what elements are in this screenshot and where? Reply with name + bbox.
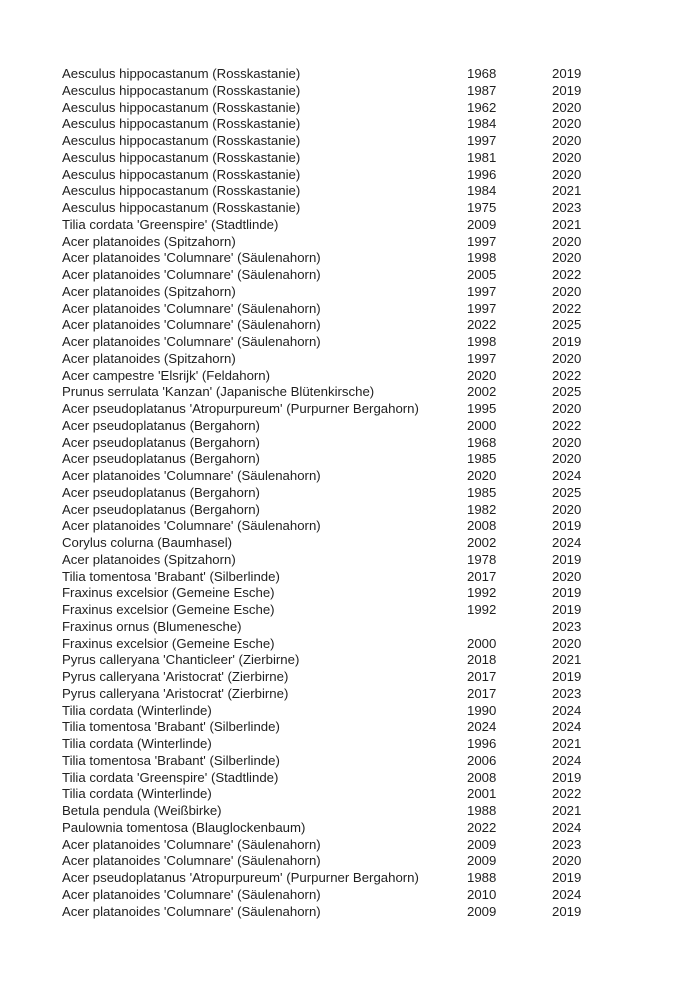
year-1-cell: 1985 [467,484,497,500]
year-1-cell: 2017 [467,685,497,701]
year-2-cell: 2020 [552,568,582,584]
year-2-cell: 2023 [552,200,582,215]
table-row [62,652,622,669]
table-row [62,619,622,636]
table-row [62,502,622,519]
table-row [62,736,622,753]
species-cell: Acer platanoides 'Columnare' (Säulenahorn) [62,886,321,902]
year-1-cell: 2002 [467,535,497,550]
year-1-cell: 1997 [467,300,497,316]
species-cell: Acer platanoides (Spitzahorn) [62,350,236,366]
year-1-cell: 2010 [467,886,497,902]
year-2-cell: 2020 [552,501,582,517]
table-row [62,267,622,284]
species-cell: Acer platanoides 'Columnare' (Säulenahorn) [62,317,321,333]
year-1-cell: 1997 [467,350,497,366]
year-1-cell: 2008 [467,769,497,785]
year-1-cell: 1984 [467,116,497,132]
year-2-cell: 2025 [552,317,582,333]
species-cell: Aesculus hippocastanum (Rosskastanie) [62,133,301,148]
year-2-cell: 2020 [552,149,582,165]
table-row [62,535,622,552]
year-2-cell: 2019 [552,585,582,601]
year-1-cell: 1998 [467,250,497,266]
year-2-cell: 2022 [552,367,582,383]
year-1-cell: 2009 [467,216,497,232]
species-cell: Pyrus calleryana 'Aristocrat' (Zierbirne) [62,685,289,701]
year-2-cell: 2019 [552,602,582,617]
species-cell: Acer platanoides 'Columnare' (Säulenahorn) [62,836,321,852]
species-cell: Fraxinus excelsior (Gemeine Esche) [62,585,275,601]
table-row [62,770,622,787]
table-row [62,66,622,83]
year-2-cell: 2020 [552,451,582,467]
table-row [62,150,622,167]
year-2-cell: 2021 [552,803,582,818]
year-1-cell: 2020 [467,468,497,483]
species-cell: Pyrus calleryana 'Chanticleer' (Zierbirne) [62,652,300,668]
table-row [62,803,622,820]
year-1-cell: 2001 [467,786,497,802]
year-1-cell: 1981 [467,149,497,165]
species-cell: Acer pseudoplatanus 'Atropurpureum' (Purpurner Bergahorn) [62,401,419,416]
table-row [62,719,622,736]
year-2-cell: 2019 [552,870,582,885]
species-cell: Aesculus hippocastanum (Rosskastanie) [62,66,301,81]
species-cell: Tilia cordata 'Greenspire' (Stadtlinde) [62,769,279,785]
species-cell: Tilia cordata 'Greenspire' (Stadtlinde) [62,216,279,232]
table-row [62,686,622,703]
year-2-cell: 2021 [552,216,582,232]
species-cell: Aesculus hippocastanum (Rosskastanie) [62,99,301,115]
year-1-cell: 2000 [467,635,497,651]
year-2-cell: 2022 [552,267,582,282]
species-cell: Tilia cordata (Winterlinde) [62,786,212,802]
species-cell: Aesculus hippocastanum (Rosskastanie) [62,149,301,165]
table-row [62,753,622,770]
year-2-cell: 2021 [552,736,582,751]
year-1-cell: 1997 [467,133,497,148]
year-2-cell: 2023 [552,685,582,701]
year-1-cell: 2000 [467,417,497,433]
species-cell: Tilia tomentosa 'Brabant' (Silberlinde) [62,752,280,768]
species-cell: Acer platanoides 'Columnare' (Säulenahorn) [62,334,321,349]
year-1-cell: 2024 [467,719,497,735]
year-1-cell: 1996 [467,736,497,751]
species-cell: Aesculus hippocastanum (Rosskastanie) [62,82,301,98]
table-row [62,887,622,904]
species-cell: Acer pseudoplatanus (Bergahorn) [62,484,260,500]
year-1-cell: 1997 [467,233,497,249]
table-row [62,518,622,535]
table-row [62,870,622,887]
year-1-cell: 1987 [467,82,497,98]
year-1-cell: 2009 [467,903,497,919]
species-cell: Acer pseudoplatanus 'Atropurpureum' (Purpurner Bergahorn) [62,870,419,885]
species-cell: Corylus colurna (Baumhasel) [62,535,233,550]
year-1-cell: 2018 [467,652,497,668]
species-cell: Acer platanoides 'Columnare' (Säulenahorn) [62,300,321,316]
year-2-cell: 2021 [552,652,582,668]
table-row [62,703,622,720]
table-row [62,334,622,351]
year-2-cell: 2022 [552,786,582,802]
year-1-cell: 1988 [467,803,497,818]
table-row [62,284,622,301]
species-cell: Acer platanoides (Spitzahorn) [62,551,236,567]
year-1-cell: 2002 [467,384,497,400]
species-cell: Prunus serrulata 'Kanzan' (Japanische Blütenkirsche) [62,384,375,400]
species-cell: Fraxinus excelsior (Gemeine Esche) [62,635,275,651]
year-1-cell: 2017 [467,568,497,584]
species-cell: Acer pseudoplatanus (Bergahorn) [62,417,260,433]
table-row [62,234,622,251]
year-1-cell: 2009 [467,836,497,852]
species-cell: Acer pseudoplatanus (Bergahorn) [62,434,260,450]
year-1-cell: 1968 [467,66,497,81]
year-2-cell: 2020 [552,635,582,651]
year-1-cell: 1992 [467,585,497,601]
table-row [62,368,622,385]
table-row [62,468,622,485]
year-1-cell: 1992 [467,602,497,617]
year-2-cell: 2019 [552,334,582,349]
year-1-cell [467,619,552,636]
species-cell: Acer platanoides 'Columnare' (Säulenahorn) [62,267,321,282]
table-row [62,133,622,150]
species-cell: Acer pseudoplatanus (Bergahorn) [62,451,260,467]
year-2-cell: 2020 [552,283,582,299]
table-row [62,904,622,921]
species-cell: Acer platanoides (Spitzahorn) [62,233,236,249]
year-2-cell: 2021 [552,183,582,199]
year-1-cell: 1997 [467,283,497,299]
species-cell: Fraxinus ornus (Blumenesche) [62,618,242,634]
year-1-cell: 1962 [467,99,497,115]
table-row [62,837,622,854]
year-2-cell: 2022 [552,300,582,316]
species-cell: Acer platanoides 'Columnare' (Säulenahorn) [62,903,321,919]
year-2-cell: 2020 [552,99,582,115]
year-2-cell: 2020 [552,250,582,266]
table-row [62,435,622,452]
year-1-cell: 2005 [467,267,497,282]
year-1-cell: 1982 [467,501,497,517]
year-2-cell: 2024 [552,702,582,718]
table-row [62,301,622,318]
table-row [62,167,622,184]
species-cell: Acer platanoides 'Columnare' (Säulenahorn) [62,250,321,266]
species-cell: Fraxinus excelsior (Gemeine Esche) [62,602,275,617]
table-row [62,217,622,234]
species-cell: Tilia tomentosa 'Brabant' (Silberlinde) [62,568,280,584]
year-1-cell: 2017 [467,669,497,684]
tree-table [62,66,622,920]
year-1-cell: 1988 [467,870,497,885]
table-row [62,669,622,686]
table-row [62,83,622,100]
year-1-cell: 2022 [467,819,497,835]
table-row [62,585,622,602]
year-1-cell: 1995 [467,401,497,416]
species-cell: Acer platanoides 'Columnare' (Säulenahorn) [62,853,321,869]
species-cell: Acer pseudoplatanus (Bergahorn) [62,501,260,517]
year-2-cell: 2019 [552,669,582,684]
year-2-cell: 2020 [552,853,582,869]
year-2-cell: 2019 [552,66,582,81]
year-2-cell: 2023 [552,836,582,852]
table-row [62,317,622,334]
year-2-cell: 2022 [552,417,582,433]
table-row [62,853,622,870]
species-cell: Betula pendula (Weißbirke) [62,803,222,818]
table-row [62,200,622,217]
year-2-cell: 2020 [552,401,582,416]
year-2-cell: 2019 [552,551,582,567]
year-2-cell: 2019 [552,518,582,534]
year-1-cell: 1968 [467,434,497,450]
year-1-cell: 1978 [467,551,497,567]
year-2-cell: 2024 [552,752,582,768]
year-2-cell: 2020 [552,133,582,148]
year-2-cell: 2025 [552,484,582,500]
species-cell: Aesculus hippocastanum (Rosskastanie) [62,166,301,182]
year-2-cell: 2023 [552,618,582,634]
table-row [62,569,622,586]
species-cell: Aesculus hippocastanum (Rosskastanie) [62,183,301,199]
year-2-cell: 2020 [552,116,582,132]
table-row [62,418,622,435]
year-2-cell: 2025 [552,384,582,400]
year-2-cell: 2024 [552,886,582,902]
year-2-cell: 2024 [552,535,582,550]
table-row [62,786,622,803]
table-row [62,116,622,133]
table-row [62,401,622,418]
year-2-cell: 2024 [552,468,582,483]
table-row [62,351,622,368]
year-1-cell: 2022 [467,317,497,333]
species-cell: Pyrus calleryana 'Aristocrat' (Zierbirne) [62,669,289,684]
species-cell: Acer campestre 'Elsrijk' (Feldahorn) [62,367,271,383]
species-cell: Paulownia tomentosa (Blauglockenbaum) [62,819,306,835]
year-1-cell: 1975 [467,200,497,215]
table-row [62,183,622,200]
species-cell: Tilia tomentosa 'Brabant' (Silberlinde) [62,719,280,735]
species-cell: Tilia cordata (Winterlinde) [62,702,212,718]
year-1-cell: 1998 [467,334,497,349]
table-row [62,250,622,267]
species-cell: Aesculus hippocastanum (Rosskastanie) [62,200,301,215]
year-2-cell: 2020 [552,233,582,249]
year-1-cell: 2006 [467,752,497,768]
table-row [62,100,622,117]
year-1-cell: 1985 [467,451,497,467]
year-1-cell: 2020 [467,367,497,383]
year-1-cell: 1990 [467,702,497,718]
year-1-cell: 2009 [467,853,497,869]
species-cell: Tilia cordata (Winterlinde) [62,736,212,751]
table-row [62,451,622,468]
year-1-cell: 1996 [467,166,497,182]
year-2-cell: 2019 [552,769,582,785]
table-row [62,552,622,569]
table-row [62,820,622,837]
year-2-cell: 2024 [552,819,582,835]
year-1-cell: 2008 [467,518,497,534]
year-2-cell: 2024 [552,719,582,735]
year-1-cell: 1984 [467,183,497,199]
species-cell: Aesculus hippocastanum (Rosskastanie) [62,116,301,132]
year-2-cell: 2020 [552,434,582,450]
year-2-cell: 2020 [552,166,582,182]
year-2-cell: 2019 [552,903,582,919]
table-row [62,602,622,619]
species-cell: Acer platanoides 'Columnare' (Säulenahorn) [62,468,321,483]
table-row [62,384,622,401]
species-cell: Acer platanoides (Spitzahorn) [62,283,236,299]
year-2-cell: 2019 [552,82,582,98]
species-cell: Acer platanoides 'Columnare' (Säulenahorn) [62,518,321,534]
table-row [62,636,622,653]
year-2-cell: 2020 [552,350,582,366]
table-row [62,485,622,502]
